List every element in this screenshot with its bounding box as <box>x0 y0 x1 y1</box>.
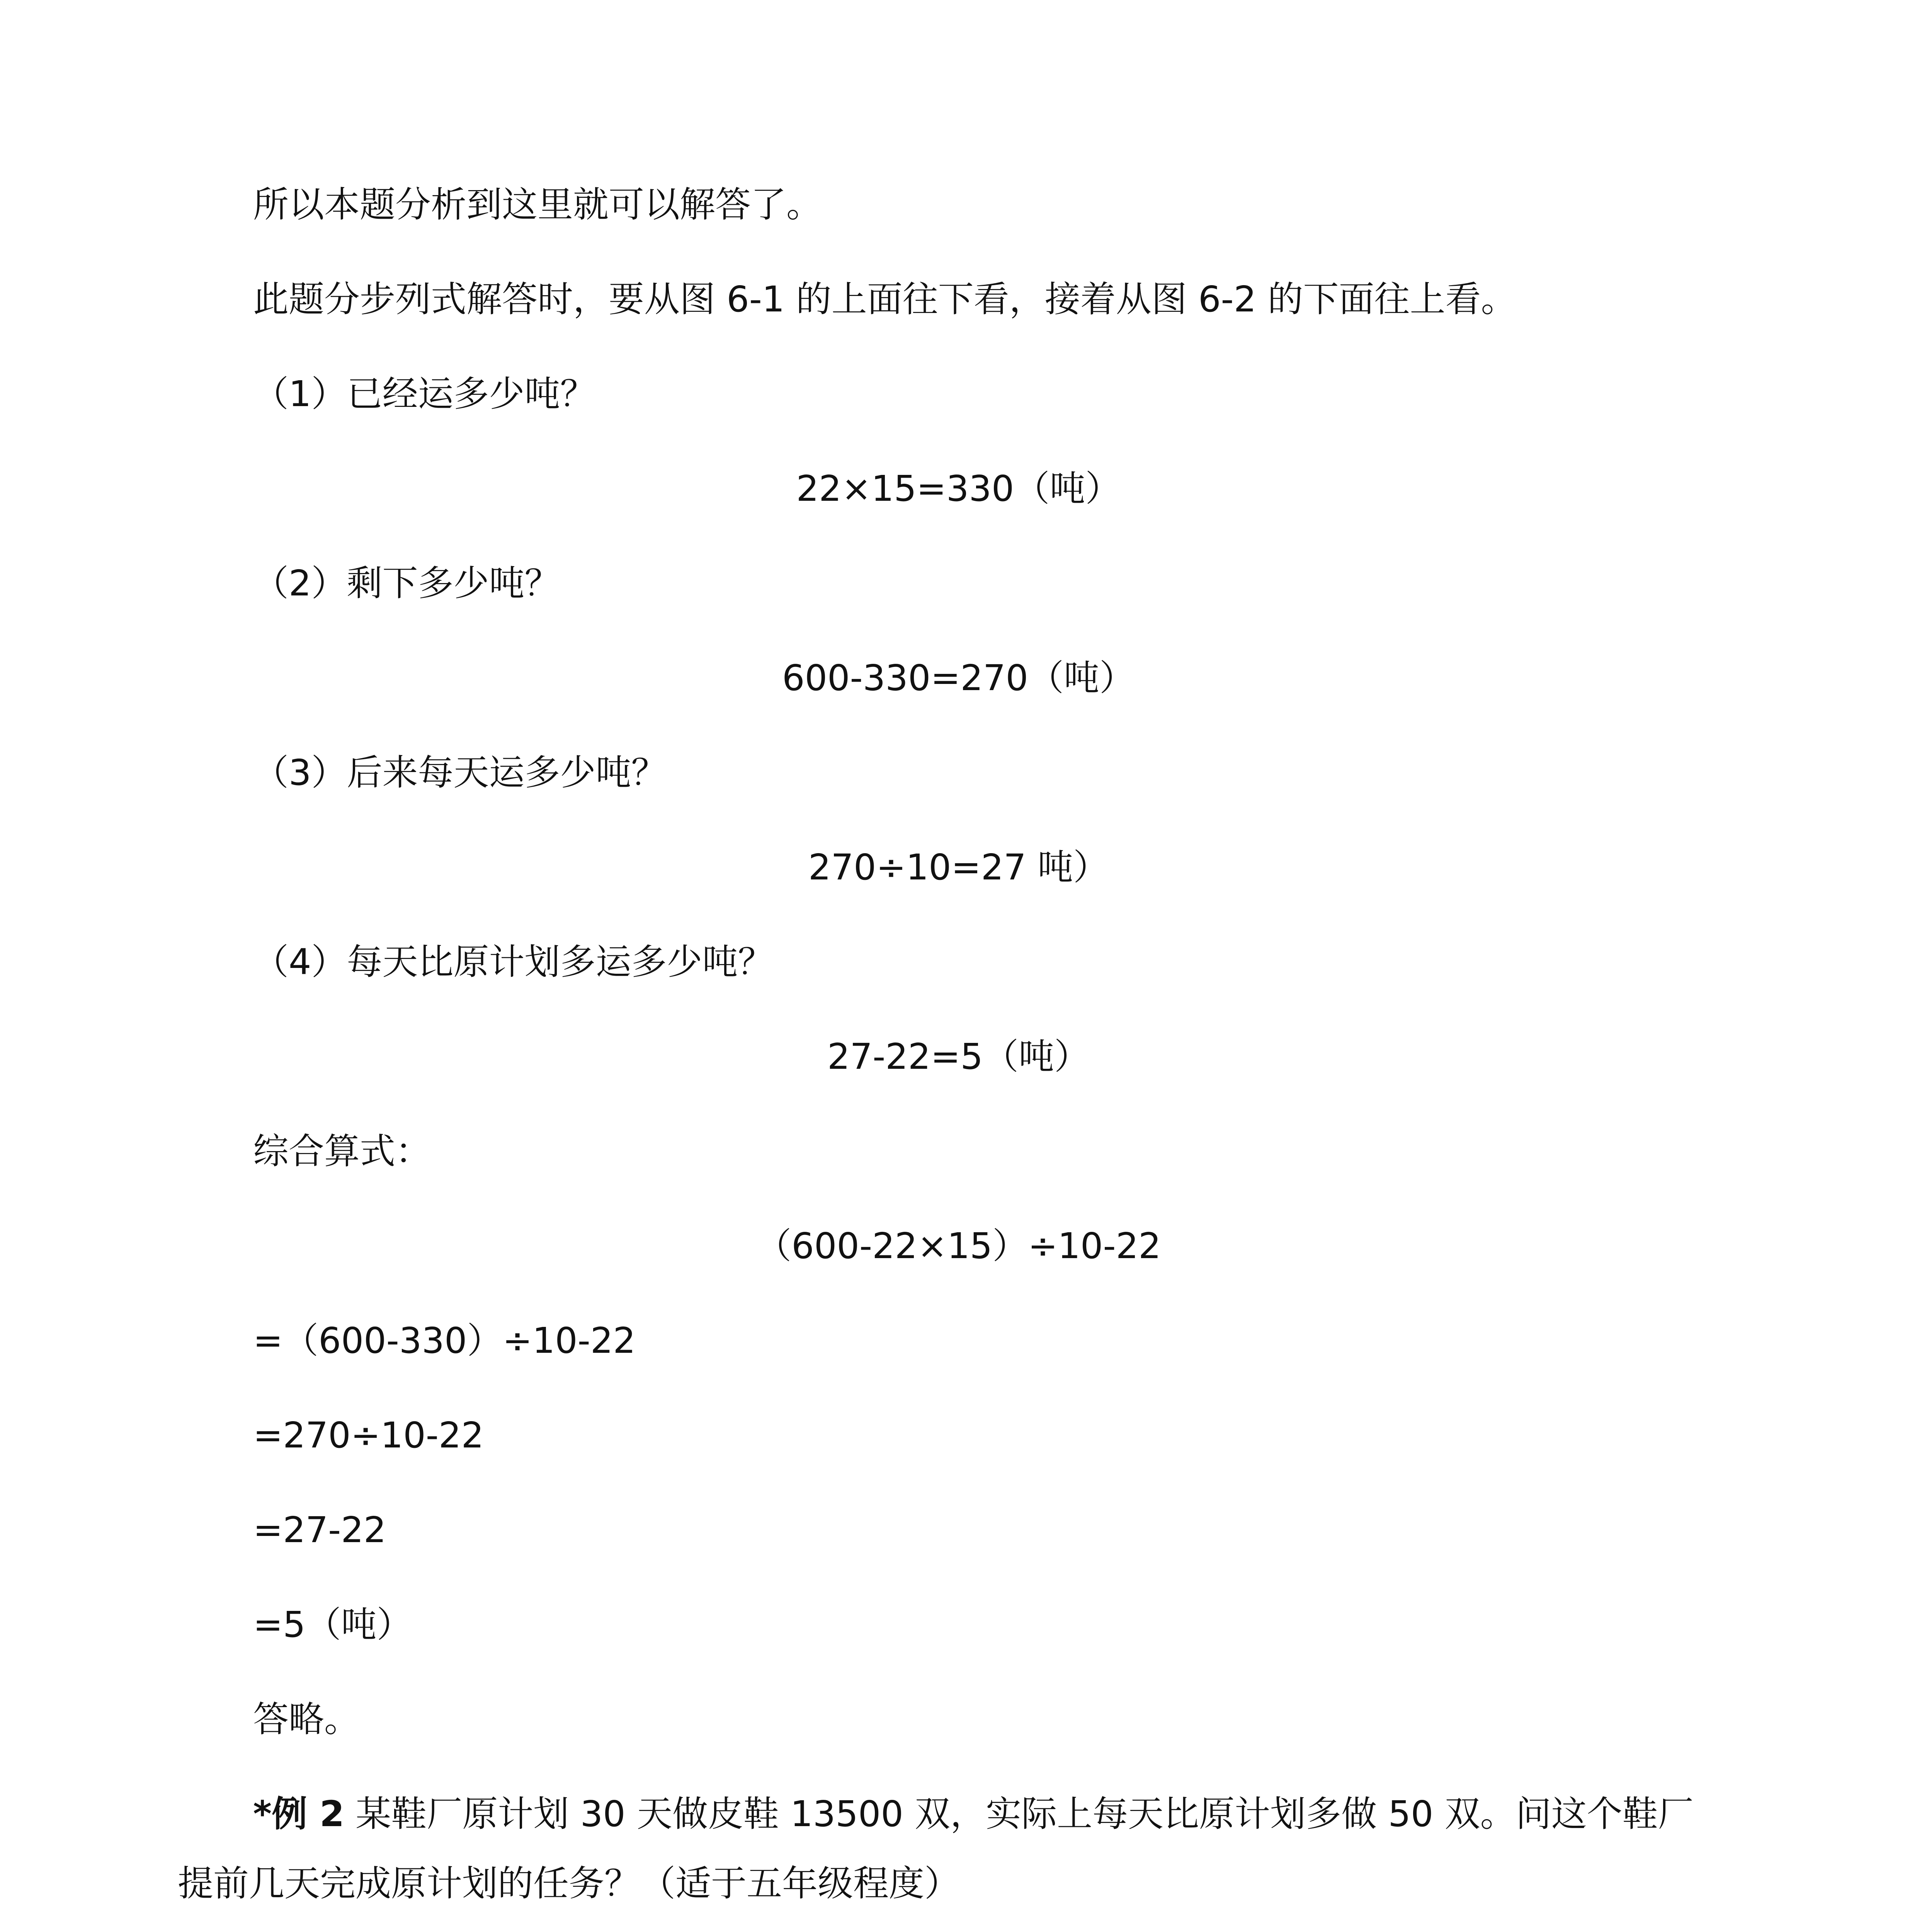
step-3-equation: 270÷10=27 吨） <box>808 847 1109 888</box>
combined-formula: （600-22×15）÷10-22 <box>756 1225 1161 1267</box>
formula-result: =5（吨） <box>253 1604 412 1645</box>
step-1-equation: 22×15=330（吨） <box>796 468 1121 509</box>
example-2-label: *例 2 <box>253 1793 345 1835</box>
example-2-second-line: 提前几天完成原计划的任务？（适于五年级程度） <box>178 1863 960 1904</box>
example-2-text: 某鞋厂原计划 30 天做皮鞋 13500 双，实际上每天比原计划多做 50 双。问这个鞋厂 <box>344 1793 1694 1835</box>
paragraph-conclusion: 所以本题分析到这里就可以解答了。 <box>253 184 822 225</box>
step-4-question: （4）每天比原计划多运多少吨？ <box>253 941 774 983</box>
formula-step-2: =270÷10-22 <box>253 1415 484 1456</box>
formula-step-3: =27-22 <box>253 1509 386 1551</box>
step-4-equation: 27-22=5（吨） <box>827 1036 1090 1077</box>
answer-omitted: 答略。 <box>253 1699 360 1740</box>
formula-step-1: =（600-330）÷10-22 <box>253 1320 636 1361</box>
step-2-question: （2）剩下多少吨？ <box>253 563 560 604</box>
combined-formula-heading: 综合算式： <box>253 1131 431 1172</box>
step-3-question: （3）后来每天运多少吨？ <box>253 752 667 793</box>
step-1-question: （1）已经运多少吨？ <box>253 373 596 415</box>
step-2-equation: 600-330=270（吨） <box>782 657 1135 699</box>
paragraph-method: 此题分步列式解答时，要从图 6-1 的上面往下看，接着从图 6-2 的下面往上看。 <box>253 279 1517 320</box>
example-2-first-line <box>253 1789 1694 1839</box>
